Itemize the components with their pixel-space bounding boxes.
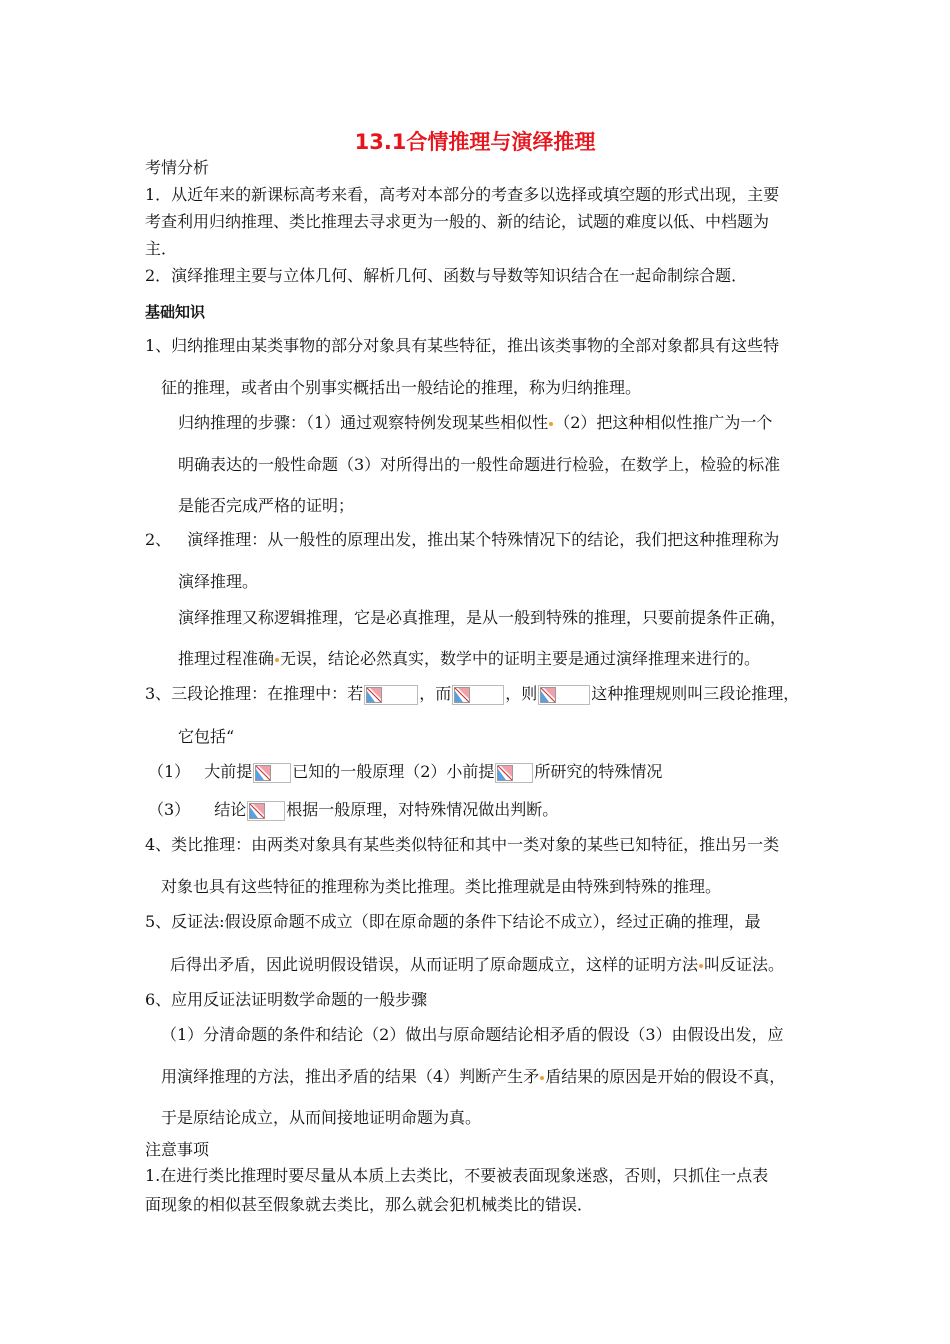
k3-line-3 [148, 762, 662, 783]
section-heading-notes: 注意事项 [145, 1140, 210, 1159]
broken-image-icon [495, 763, 533, 783]
k3-line-1d: 这种推理规则叫三段论推理， [591, 684, 800, 703]
mark-dot [275, 658, 279, 662]
k6-line-3 [161, 1067, 785, 1087]
notes-line-1: 1.在进行类比推理时要尽量从本质上去类比，不要被表面现象迷惑，否则，只抓住一点表 [145, 1166, 769, 1185]
k5-line-2 [170, 955, 784, 975]
k3-line-2: 它包括“ [178, 727, 235, 746]
k3-line-4a: （3） [148, 800, 191, 819]
k1-line-3a: 归纳推理的步骤：（1）通过观察特例发现某些相似性 [178, 413, 549, 432]
k3-line-3c: 已知的一般原理（2）小前提 [292, 762, 495, 781]
k2-line-1b: 演绎推理：从一般性的原理出发，推出某个特殊情况下的结论，我们把这种推理称为 [187, 530, 780, 549]
k3-line-4 [148, 800, 558, 821]
k6-line-3a: 用演绎推理的方法，推出矛盾的结果（4）判断产生矛 [161, 1067, 540, 1086]
page-title: 13.1合情推理与演绎推理 [354, 130, 596, 154]
k4-line-2: 对象也具有这些特征的推理称为类比推理。类比推理就是由特殊到特殊的推理。 [161, 877, 722, 896]
k6-line-2: （1）分清命题的条件和结论（2）做出与原命题结论相矛盾的假设（3）由假设出发，应 [161, 1025, 784, 1044]
mark-dot [540, 1076, 544, 1080]
k1-line-3b: （2）把这种相似性推广为一个 [554, 413, 773, 432]
notes-line-2: 面现象的相似甚至假象就去类比，那么就会犯机械类比的错误． [145, 1195, 594, 1214]
k1-line-3 [178, 413, 772, 433]
k4-line-1: 4、类比推理：由两类对象具有某些类似特征和其中一类对象的某些已知特征，推出另一类 [145, 835, 780, 854]
broken-image-icon [253, 763, 291, 783]
k1-line-5: 是能否完成严格的证明； [178, 496, 355, 515]
k6-line-4: 于是原结论成立，从而间接地证明命题为真。 [161, 1108, 482, 1127]
section-heading-analysis: 考情分析 [145, 158, 210, 177]
k3-line-1c: ，则 [505, 684, 538, 703]
k5-line-2b: 叫反证法。 [704, 955, 785, 974]
mark-dot [549, 422, 553, 426]
k6-line-3b: 盾结果的原因是开始的假设不真， [545, 1067, 786, 1086]
broken-image-icon [538, 685, 590, 705]
k2-line-1 [145, 530, 779, 550]
broken-image-icon [452, 685, 504, 705]
k2-line-4 [178, 649, 760, 669]
k3-line-4c: 根据一般原理，对特殊情况做出判断。 [286, 800, 559, 819]
section-heading-basics: 基础知识 [145, 303, 206, 321]
analysis-line-4: 2．演绎推理主要与立体几何、解析几何、函数与导数等知识结合在一起命制综合题． [145, 266, 748, 285]
k1-line-1: 1、归纳推理由某类事物的部分对象具有某些特征，推出该类事物的全部对象都具有这些特 [145, 336, 780, 355]
k3-line-1b: ，而 [419, 684, 452, 703]
mark-dot [699, 964, 703, 968]
k3-line-1a: 3、三段论推理：在推理中：若 [145, 684, 364, 703]
broken-image-icon [364, 685, 418, 705]
k3-line-1 [145, 684, 799, 705]
k3-line-4b: 结论 [214, 800, 247, 819]
analysis-line-2: 考查利用归纳推理、类比推理去寻求更为一般的、新的结论，试题的难度以低、中档题为 [145, 212, 770, 231]
analysis-line-1: 1．从近年来的新课标高考来看，高考对本部分的考查多以选择或填空题的形式出现，主要 [145, 185, 780, 204]
k2-line-3: 演绎推理又称逻辑推理，它是必真推理，是从一般到特殊的推理，只要前提条件正确， [178, 608, 787, 627]
k3-line-3a: （1） [148, 762, 191, 781]
k3-line-3b: 大前提 [204, 762, 253, 781]
k3-line-3d: 所研究的特殊情况 [534, 762, 663, 781]
analysis-line-3: 主． [145, 239, 178, 258]
k1-line-2: 征的推理，或者由个别事实概括出一般结论的推理，称为归纳推理。 [161, 378, 642, 397]
k5-line-2a: 后得出矛盾，因此说明假设错误，从而证明了原命题成立，这样的证明方法 [170, 955, 699, 974]
k5-line-1: 5、反证法:假设原命题不成立（即在原命题的条件下结论不成立），经过正确的推理，最 [145, 912, 761, 931]
k1-line-4: 明确表达的一般性命题（3）对所得出的一般性命题进行检验，在数学上，检验的标准 [178, 455, 781, 474]
k2-number: 2、 [145, 530, 172, 549]
k6-line-1: 6、应用反证法证明数学命题的一般步骤 [145, 990, 428, 1009]
k2-line-4b: 无误，结论必然真实，数学中的证明主要是通过演绎推理来进行的。 [280, 649, 761, 668]
broken-image-icon [247, 801, 285, 821]
k2-line-2: 演绎推理。 [178, 572, 259, 591]
k2-line-4a: 推理过程准确 [178, 649, 275, 668]
